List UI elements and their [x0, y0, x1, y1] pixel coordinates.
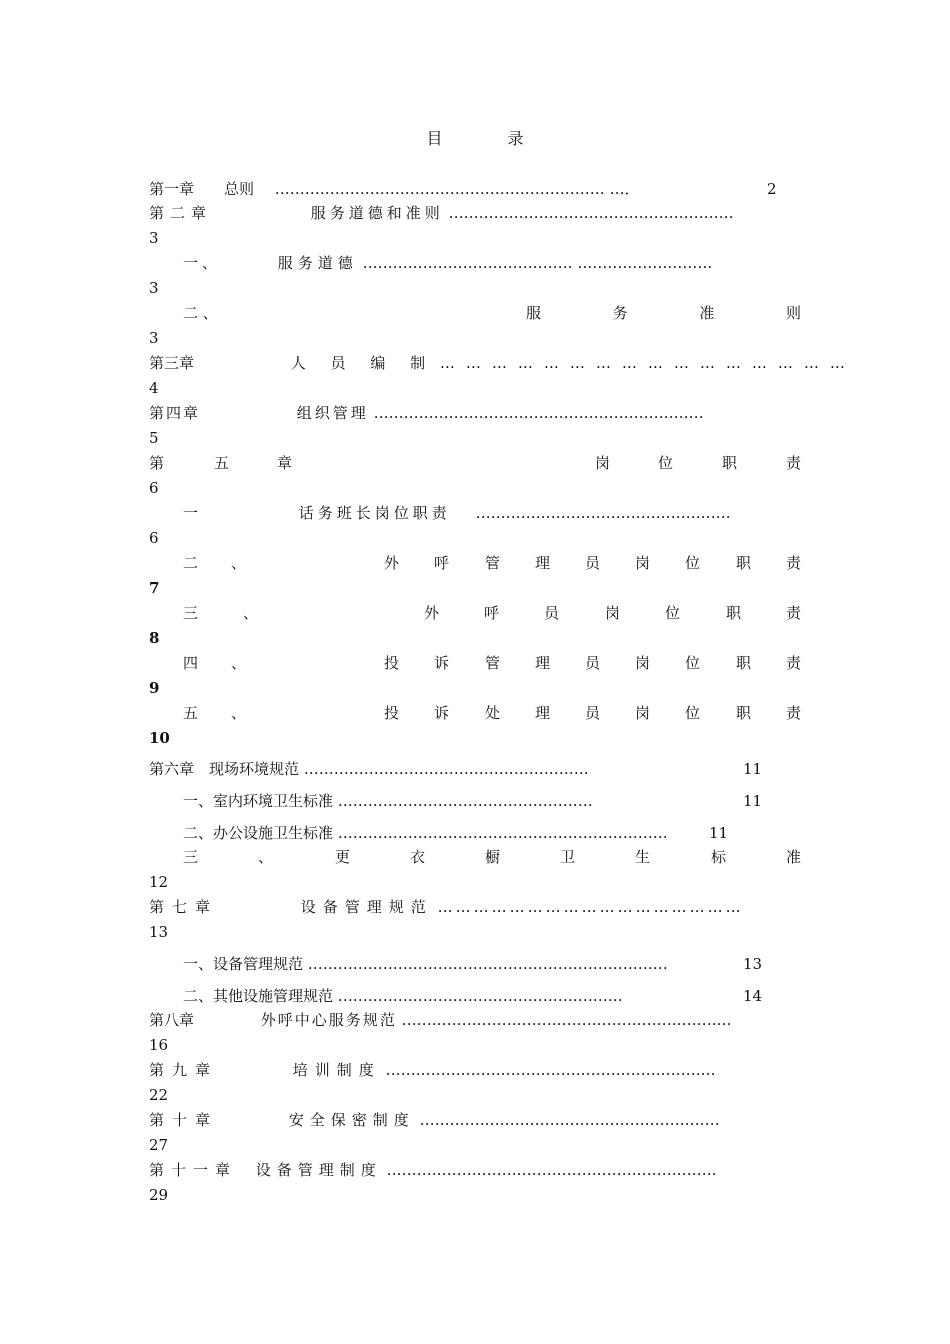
toc-entry-word: 职	[736, 654, 752, 672]
toc-entry-page: 11	[743, 760, 763, 778]
toc-entry-title: 外呼中心服务规范	[260, 1011, 397, 1029]
toc-entry-word: 诉	[434, 704, 450, 722]
toc-entry	[149, 1059, 801, 1081]
toc-entry	[149, 758, 801, 780]
toc-entry-word: 位	[685, 654, 701, 672]
toc-entry-word: 位	[665, 604, 681, 622]
toc-entry-label: 第三章	[149, 354, 195, 372]
toc-entry-page: 29	[149, 1186, 169, 1204]
toc-entry-leader: …………………………………………	[439, 354, 856, 372]
toc-entry-title: 人 员 编 制	[290, 354, 436, 372]
toc-entry-page: 4	[149, 379, 159, 397]
toc-entry	[149, 352, 856, 374]
toc-entry-label: 第二章	[149, 204, 213, 222]
toc-entry-word: 、	[231, 554, 247, 572]
toc-entry-word: 职	[722, 454, 738, 472]
toc-entry-word: 四	[183, 654, 199, 672]
toc-entry-page: 10	[149, 729, 170, 747]
toc-entry-leader: …………………………………………………	[303, 760, 589, 778]
toc-entry-word: 诉	[434, 654, 450, 672]
toc-entry-title: 设备管理制度	[255, 1161, 382, 1179]
toc-entry-word: 岗	[635, 654, 651, 672]
toc-entry-title: 组织管理	[296, 404, 369, 422]
toc-entry-title: 设备管理规范	[300, 898, 433, 916]
toc-entry-label: 第六章 现场环境规范	[149, 760, 300, 778]
toc-entry-word: 处	[485, 704, 501, 722]
toc-entry-word: 员	[585, 554, 601, 572]
toc-entry-leader: …………………………………………………………	[386, 1161, 717, 1179]
toc-entry	[149, 252, 801, 274]
toc-entry-page: 3	[149, 229, 159, 247]
toc-entry-word: 五	[214, 454, 230, 472]
toc-entry-word: 理	[535, 704, 551, 722]
toc-entry-leader: ……………………………………………	[437, 898, 744, 916]
toc-entry-word: 责	[786, 554, 802, 572]
toc-entry	[149, 302, 801, 324]
toc-entry-page: 8	[149, 629, 160, 647]
toc-entry-word: 更	[335, 848, 351, 866]
toc-entry-word: 标	[711, 848, 727, 866]
toc-entry	[149, 822, 801, 844]
toc-entry-label: 二、其他设施管理规范	[183, 987, 334, 1005]
toc-entry-word: 外	[384, 554, 400, 572]
toc-entry-page: 5	[149, 429, 159, 447]
toc-entry-label: 一、室内环境卫生标准	[183, 792, 334, 810]
toc-entry-title: 服务道德	[277, 254, 358, 272]
toc-entry	[149, 985, 801, 1007]
toc-entry	[149, 602, 801, 624]
page-title: 目 录	[426, 129, 554, 148]
toc-entry-page: 27	[149, 1136, 169, 1154]
toc-entry-page: 16	[149, 1036, 169, 1054]
toc-entry	[149, 1159, 801, 1181]
toc-entry-word: 卫	[560, 848, 576, 866]
toc-entry	[149, 953, 801, 975]
toc-entry-page: 7	[149, 579, 160, 597]
toc-entry-word: 员	[585, 654, 601, 672]
toc-entry-word: 职	[726, 604, 742, 622]
toc-entry-word: 岗	[605, 604, 621, 622]
toc-entry-title: 话务班长岗位职责	[298, 504, 451, 522]
toc-entry-word: 位	[658, 454, 674, 472]
toc-entry-word: 员	[544, 604, 560, 622]
toc-entry	[149, 402, 801, 424]
toc-entry-word: 章	[277, 454, 293, 472]
toc-entry-word: 准	[699, 304, 715, 322]
toc-entry-title: 培训制度	[292, 1061, 381, 1079]
toc-entry-page: 14	[743, 987, 763, 1005]
toc-entry-word: 服	[526, 304, 542, 322]
toc-entry-word: 岗	[635, 704, 651, 722]
toc-entry	[149, 702, 801, 724]
toc-entry-page: 13	[149, 923, 169, 941]
toc-entry-leader: …………………………………… ………………………	[362, 254, 713, 272]
toc-entry-word: 三	[183, 848, 199, 866]
toc-entry-page: 12	[149, 873, 169, 891]
toc-entry-leader: ………………………………………………………… …．	[274, 180, 640, 198]
toc-entry-word: 橱	[485, 848, 501, 866]
toc-entry	[149, 1109, 801, 1131]
toc-entry-word: 五	[183, 704, 199, 722]
toc-entry-title: 安全保密制度	[288, 1111, 415, 1129]
toc-entry-word: 、	[231, 654, 247, 672]
toc-entry-label: 二 、	[183, 304, 218, 322]
toc-entry	[149, 652, 801, 674]
toc-entry-word: 位	[685, 554, 701, 572]
toc-entry	[149, 552, 801, 574]
toc-entry-page: 13	[743, 955, 763, 973]
toc-entry-word: 责	[786, 704, 802, 722]
toc-entry-page: 11	[709, 824, 729, 842]
toc-entry-word: 岗	[595, 454, 611, 472]
toc-entry-word: 呼	[434, 554, 450, 572]
toc-entry-word: 、	[258, 848, 274, 866]
toc-entry	[149, 790, 801, 812]
toc-entry-label: 第十一章	[149, 1161, 238, 1179]
toc-entry-word: 责	[786, 654, 802, 672]
toc-entry-word: 则	[785, 304, 801, 322]
toc-entry	[149, 502, 801, 524]
toc-entry-label: 二、办公设施卫生标准	[183, 824, 334, 842]
toc-entry-label: 第九章	[149, 1061, 219, 1079]
toc-entry-word: 管	[485, 554, 501, 572]
toc-entry	[149, 1009, 801, 1031]
toc-entry-word: 理	[535, 554, 551, 572]
toc-entry	[149, 202, 801, 224]
toc-entry	[149, 896, 801, 918]
toc-entry-page: 6	[149, 479, 159, 497]
toc-entry-label: 一、	[183, 254, 222, 272]
toc-entry	[149, 178, 801, 200]
toc-entry-word: 投	[384, 704, 400, 722]
toc-entry-label: 第八章	[149, 1011, 195, 1029]
toc-entry	[149, 846, 801, 868]
toc-entry-leader: ………………………………………………………………	[307, 955, 668, 973]
toc-entry-leader: …………………………………………………………	[337, 824, 668, 842]
toc-entry-title: 服务道德和准则	[310, 204, 444, 222]
toc-entry-word: 投	[384, 654, 400, 672]
toc-entry-leader: ……………………………………………………	[419, 1111, 720, 1129]
toc-entry-leader: …………………………………………………………	[385, 1061, 716, 1079]
toc-entry-word: 务	[612, 304, 628, 322]
toc-entry-word: 第	[149, 454, 165, 472]
toc-entry-word: 责	[786, 454, 802, 472]
toc-entry-leader: ……………………………………………	[475, 504, 731, 522]
toc-entry-page: 3	[149, 329, 159, 347]
toc-entry-word: 职	[736, 554, 752, 572]
toc-entry-word: 责	[786, 604, 802, 622]
toc-entry-word: 位	[685, 704, 701, 722]
toc-entry-label: 一	[183, 504, 199, 522]
toc-entry-word: 呼	[484, 604, 500, 622]
toc-entry-word: 生	[635, 848, 651, 866]
toc-entry-word: 职	[736, 704, 752, 722]
toc-entry	[149, 452, 801, 474]
toc-entry-label: 一、设备管理规范	[183, 955, 304, 973]
toc-entry-word: 、	[243, 604, 259, 622]
toc-entry-word: 岗	[635, 554, 651, 572]
toc-entry-word: 准	[786, 848, 802, 866]
toc-entry-page: 9	[149, 679, 160, 697]
toc-entry-word: 衣	[410, 848, 426, 866]
toc-entry-page: 6	[149, 529, 159, 547]
toc-entry-word: 员	[585, 704, 601, 722]
toc-entry-label: 第一章 总则	[149, 180, 255, 198]
toc-entry-leader: …………………………………………………	[337, 987, 623, 1005]
toc-entry-leader: …………………………………………………	[448, 204, 734, 222]
toc-entry-page: 2	[767, 180, 777, 198]
toc-entry-word: 二	[183, 554, 199, 572]
toc-entry-word: 管	[485, 654, 501, 672]
toc-entry-page: 22	[149, 1086, 169, 1104]
toc-entry-word: 三	[183, 604, 199, 622]
toc-entry-leader: …………………………………………………………	[401, 1011, 732, 1029]
toc-entry-page: 11	[743, 792, 763, 810]
toc-entry-label: 第七章	[149, 898, 219, 916]
toc-entry-leader: …………………………………………………………	[373, 404, 704, 422]
toc-entry-leader: ……………………………………………	[337, 792, 593, 810]
toc-entry-page: 3	[149, 279, 159, 297]
toc-entry-word: 外	[424, 604, 440, 622]
toc-entry-word: 理	[535, 654, 551, 672]
toc-entry-label: 第十章	[149, 1111, 219, 1129]
toc-entry-word: 、	[231, 704, 247, 722]
toc-entry-label: 第四章	[149, 404, 201, 422]
